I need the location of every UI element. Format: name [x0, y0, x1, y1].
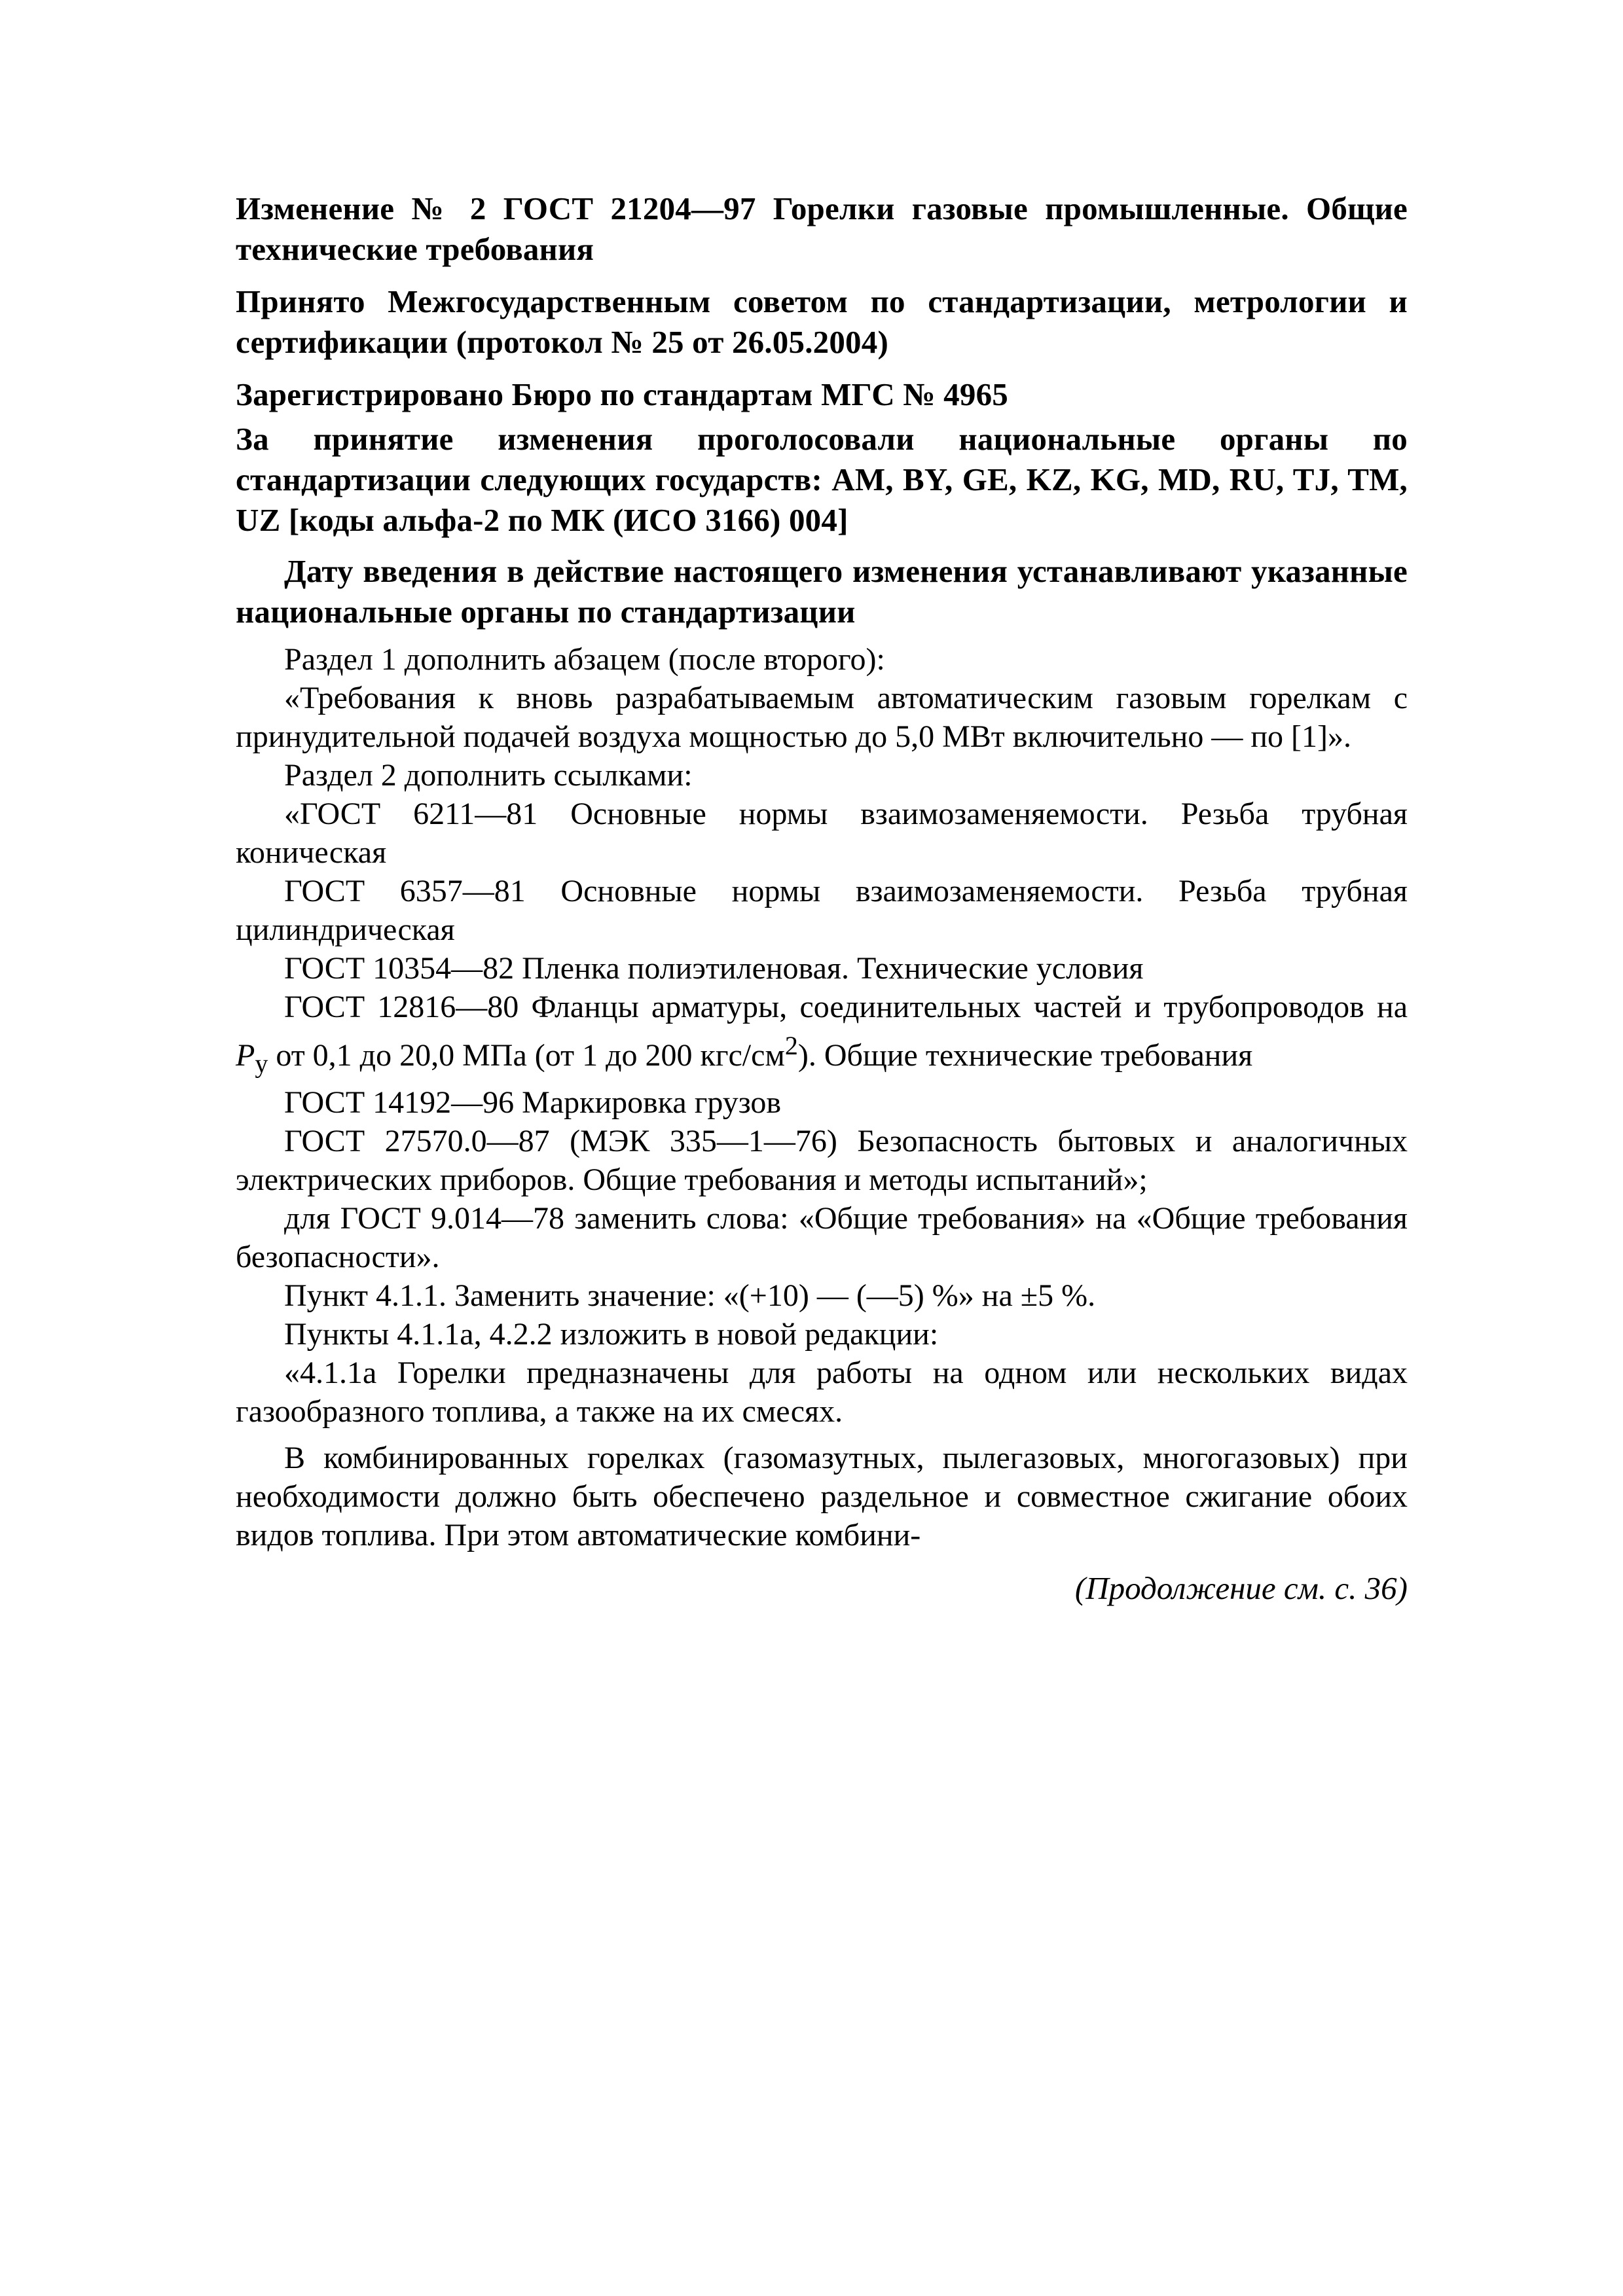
- document-page: [236, 188, 1408, 1608]
- paragraph: «ГОСТ 6211—81 Основные нормы взаимозаменяемости. Резьба трубная коническая: [236, 797, 1408, 870]
- text-run: ГОСТ 12816—80 Фланцы арматуры, соединительных частей и трубопроводов на: [284, 990, 1408, 1024]
- text-run: от 0,1 до 20,0 МПа (от 1 до 200 кгс/см: [268, 1038, 785, 1073]
- paragraph: «Требования к вновь разрабатываемым автоматическим газовым горелкам с принудительной подачей воздуха мощностью до 5,0 МВт включительно — по [1]».: [236, 681, 1408, 754]
- paragraph: ГОСТ 10354—82 Пленка полиэтиленовая. Технические условия: [284, 951, 1144, 986]
- voting-states-note: За принятие изменения проголосовали национальные органы по стандартизации следующих государств: AM, BY, GE, KZ, KG, MD, RU, TJ, TM, UZ [коды альфа-2 по МК (ИСО 3166) 004]: [236, 421, 1408, 538]
- unit-superscript: 2: [784, 1031, 798, 1060]
- pressure-symbol: P: [236, 1038, 255, 1073]
- paragraph: ГОСТ 27570.0—87 (МЭК 335—1—76) Безопасность бытовых и аналогичных электрических приборов. Общие требования и методы испытаний»;: [236, 1123, 1408, 1197]
- paragraph: ГОСТ 6357—81 Основные нормы взаимозаменяемости. Резьба трубная цилиндрическая: [236, 874, 1408, 947]
- adoption-note: Принято Межгосударственным советом по стандартизации, метрологии и сертификации (протокол № 25 от 26.05.2004): [236, 283, 1408, 360]
- amendment-body: [236, 640, 1408, 1554]
- paragraph: ГОСТ 14192—96 Маркировка грузов: [284, 1085, 782, 1120]
- amendment-title: Изменение № 2 ГОСТ 21204—97 Горелки газовые промышленные. Общие технические требования: [236, 190, 1408, 267]
- pressure-subscript: у: [255, 1049, 268, 1079]
- paragraph: В комбинированных горелках (газомазутных, пылегазовых, многогазовых) при необходимости должно быть обеспечено раздельное и совместное сжигание обоих видов топлива. При этом автоматические комбини-: [236, 1440, 1408, 1552]
- paragraph: Раздел 1 дополнить абзацем (после второго):: [284, 642, 885, 677]
- paragraph: Раздел 2 дополнить ссылками:: [284, 758, 693, 793]
- paragraph-gost-12816: [236, 988, 1408, 1083]
- text-run: ). Общие технические требования: [797, 1038, 1253, 1073]
- paragraph: Пункты 4.1.1а, 4.2.2 изложить в новой редакции:: [284, 1316, 939, 1352]
- effective-date-note: Дату введения в действие настоящего изменения устанавливают указанные национальные органы по стандартизации: [236, 553, 1408, 630]
- registration-note: Зарегистрировано Бюро по стандартам МГС № 4965: [236, 376, 1008, 412]
- paragraph: Пункт 4.1.1. Заменить значение: «(+10) — (—5) %» на ±5 %.: [284, 1278, 1096, 1313]
- continuation-note: (Продолжение см. с. 36): [1074, 1570, 1408, 1606]
- paragraph: для ГОСТ 9.014—78 заменить слова: «Общие требования» на «Общие требования безопасности».: [236, 1200, 1408, 1274]
- paragraph: «4.1.1а Горелки предназначены для работы на одном или нескольких видах газообразного топлива, а также на их смесях.: [236, 1355, 1408, 1429]
